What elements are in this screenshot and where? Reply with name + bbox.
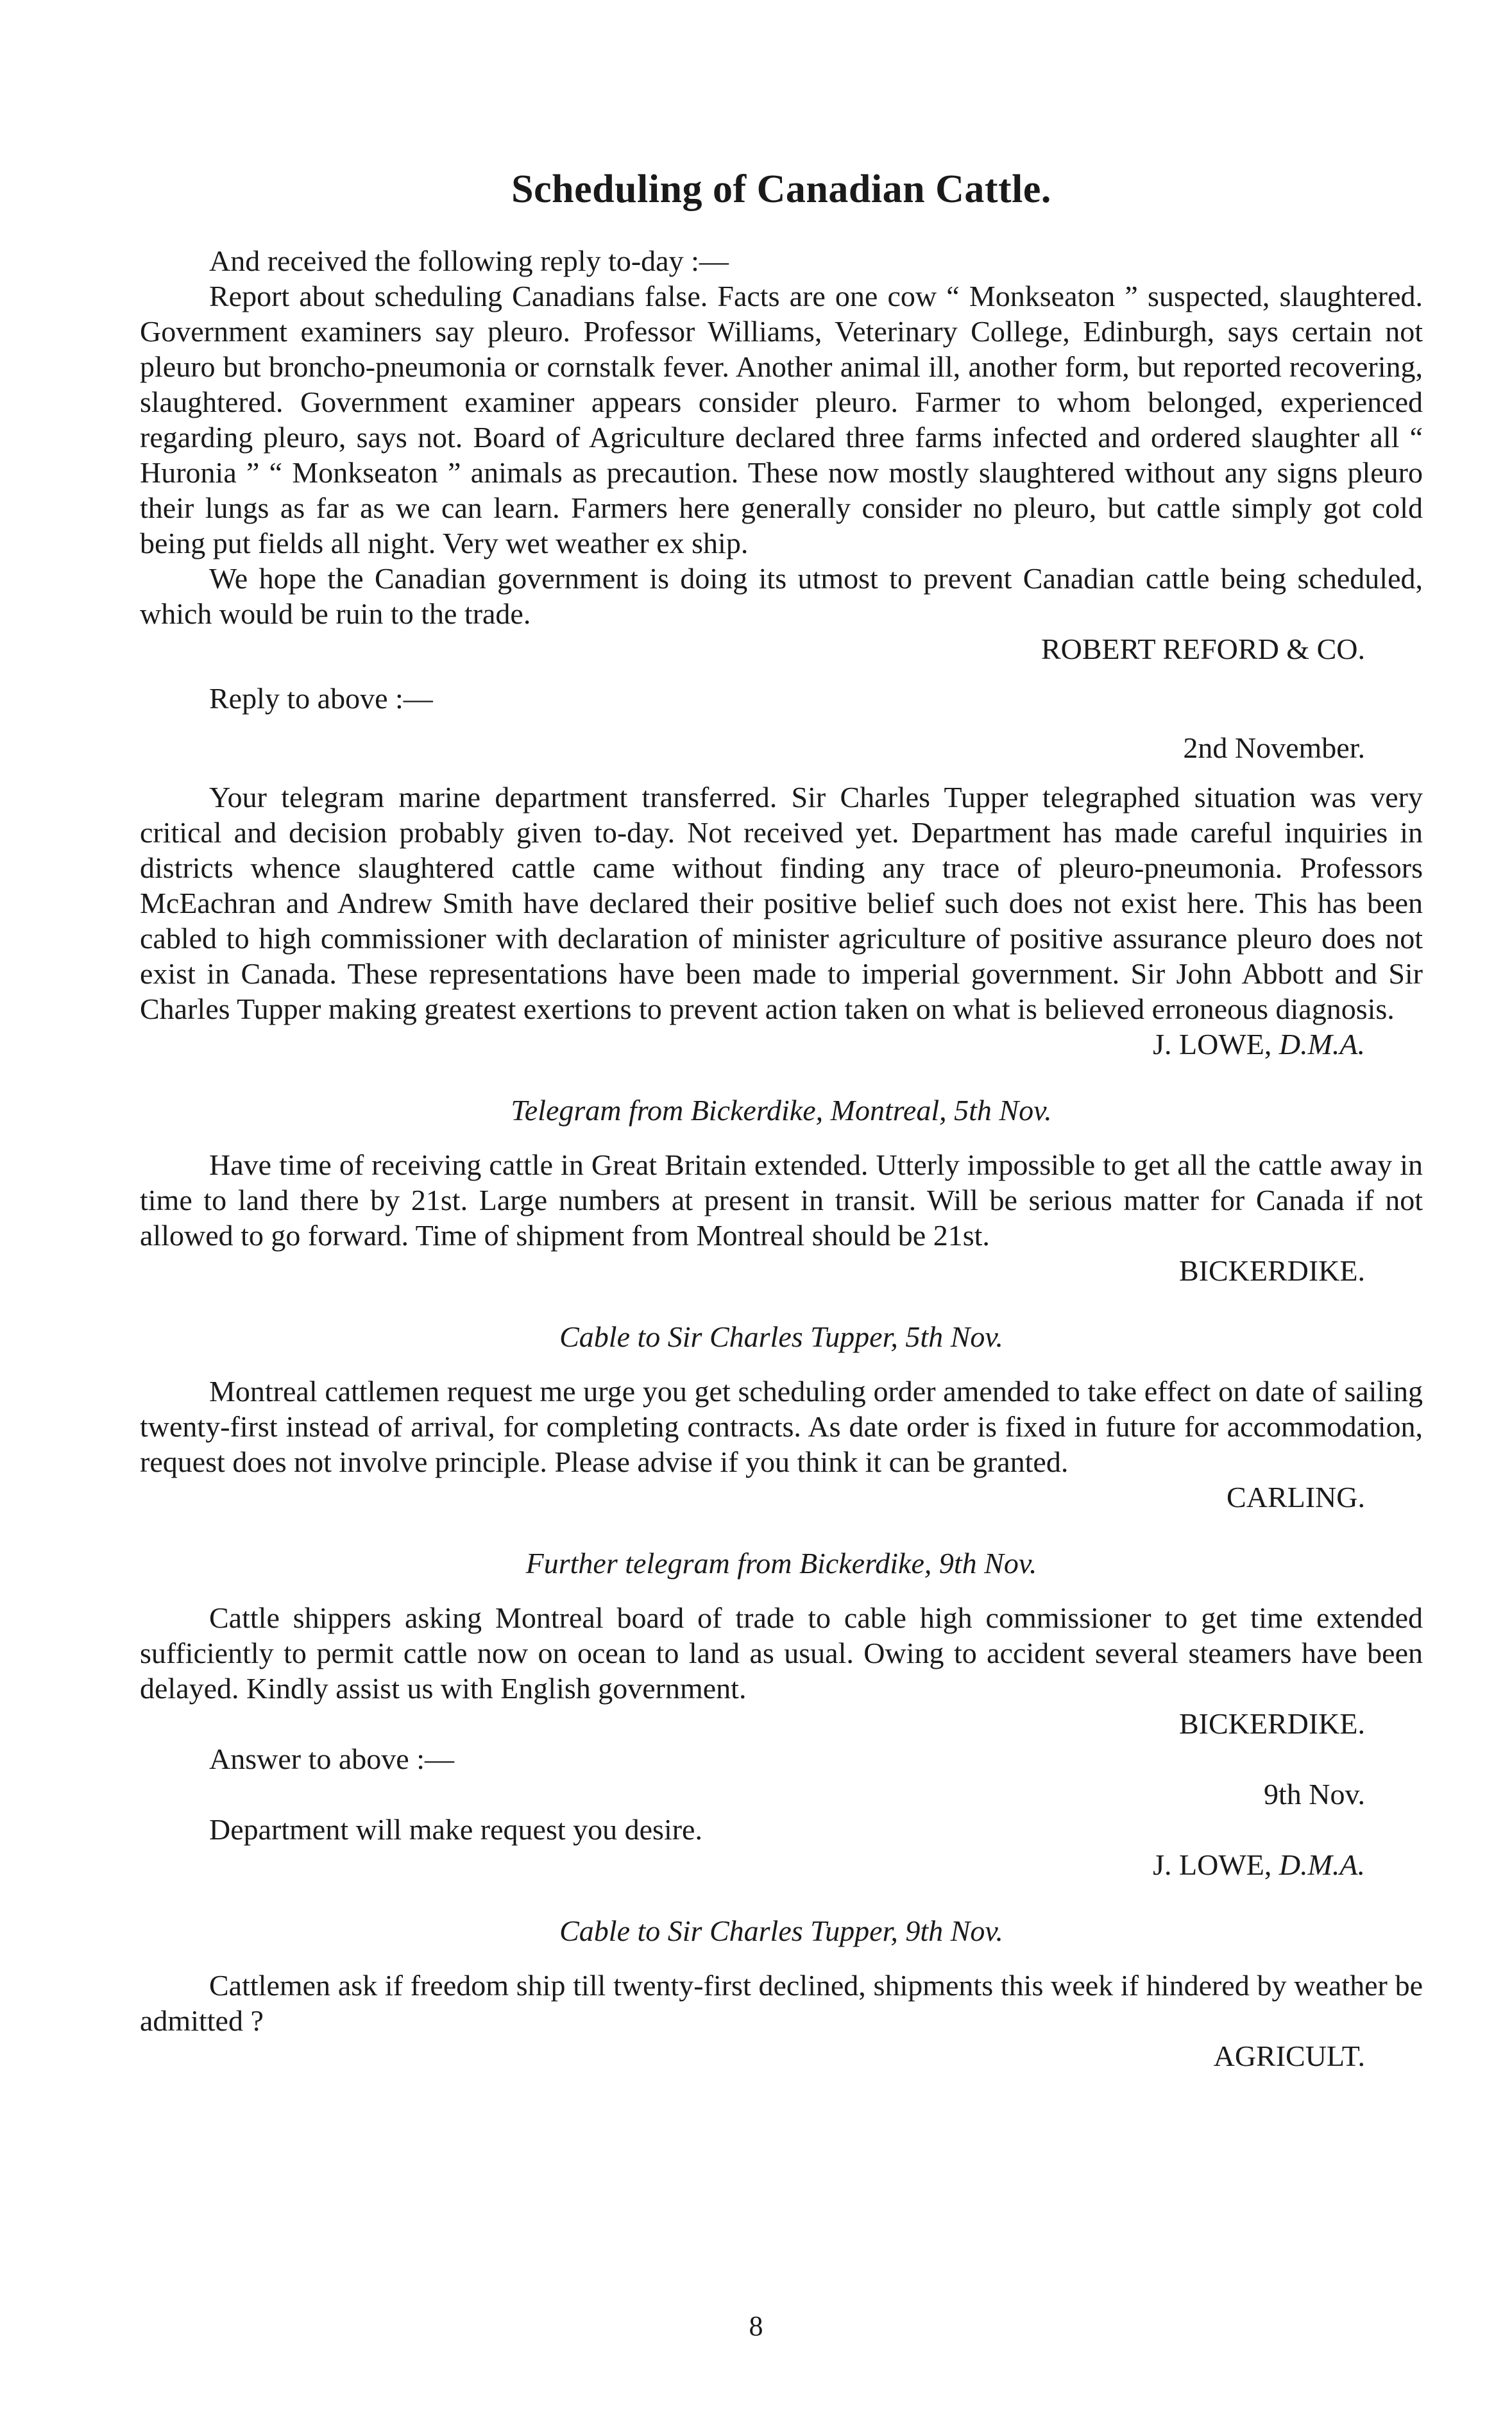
document-page [140,167,1423,2074]
signature-bickerdike-1: BICKERDIKE. [1178,1254,1365,1287]
signature-lowe-2 [140,1847,1423,1882]
signature-carling: CARLING. [1227,1481,1365,1513]
heading-text: Cable to Sir Charles Tupper, [559,1914,898,1947]
heading-text: Cable to Sir Charles Tupper, [559,1320,898,1353]
heading-text: Telegram from Bickerdike, Montreal, [511,1094,947,1127]
heading-date: 9th Nov. [939,1547,1037,1580]
heading-date: 9th Nov. [905,1914,1003,1947]
telegram-bickerdike-body: Have time of receiving cattle in Great Britain extended. Utterly impossible to get all the cattle away in time to land there by 21st. Large numbers at present in transit. Will be serious matter for Canada if not allowed to go forward. Time of shipment from Montreal should be 21st. [140,1148,1423,1252]
heading-date: 5th Nov. [954,1094,1052,1127]
signature-name: J. LOWE, [1153,1028,1272,1061]
answer-body: Department will make request you desire. [209,1813,702,1846]
cable-tupper-body-2: Cattlemen ask if freedom ship till twenty-first declined, shipments this week if hindered by weather be admitted ? [140,1969,1423,2037]
reply-body: Report about scheduling Canadians false. Facts are one cow “ Monkseaton ” suspected, slaughtered. Government examiners say pleuro. Professor Williams, Veterinary College, Edinburgh, says certain not pleuro but broncho-pneumonia or cornstalk fever. Another animal ill, another form, but reported recovering, slaughtered. Government examiner appears consider pleuro. Farmer to whom belonged, experienced regarding pleuro, says not. Board of Agriculture declared three farms infected and ordered slaughter all “ Huronia ” “ Monkseaton ” animals as precaution. These now mostly slaughtered without any signs pleuro their lungs as far as we can learn. Farmers here generally consider no pleuro, but cattle simply got cold being put fields all night. Very wet weather ex ship. [140,280,1423,559]
further-telegram-body: Cattle shippers asking Montreal board of trade to cable high commissioner to get time extended sufficiently to permit cattle now on ocean to land as usual. Owing to accident several steamers have been delayed. Kindly assist us with English government. [140,1601,1423,1705]
telegram-bickerdike-heading [140,1093,1423,1128]
signature-lowe-1 [140,1027,1423,1062]
heading-date: 5th Nov. [905,1320,1003,1353]
reply-above-label: Reply to above :— [209,682,433,715]
signature-name: J. LOWE, [1153,1848,1272,1881]
signature-reford: ROBERT REFORD & CO. [1041,633,1365,665]
reply-above-body: Your telegram marine department transferred. Sir Charles Tupper telegraphed situation was very critical and decision probably given to-day. Not received yet. Department has made careful inquiries in districts whence slaughtered cattle came without finding any trace of pleuro-pneumonia. Professors McEachran and Andrew Smith have declared their positive belief such does not exist here. This has been cabled to high commissioner with declaration of minister agriculture of positive assurance pleuro does not exist in Canada. These representations have been made to imperial government. Sir John Abbott and Sir Charles Tupper making greatest exertions to prevent action taken on what is believed erroneous diagnosis. [140,781,1423,1025]
date-2nd-november: 2nd November. [1183,731,1365,764]
signature-agricult: AGRICULT. [1213,2040,1365,2072]
signature-title: D.M.A. [1278,1848,1365,1881]
signature-title: D.M.A. [1278,1028,1365,1061]
further-telegram-heading [140,1546,1423,1581]
cable-tupper-heading-1 [140,1319,1423,1354]
intro-line: And received the following reply to-day :— [209,244,729,277]
page-number: 8 [749,2310,763,2342]
reply-hope: We hope the Canadian government is doing its utmost to prevent Canadian cattle being scheduled, which would be ruin to the trade. [140,562,1423,630]
page-title: Scheduling of Canadian Cattle. [511,167,1051,211]
signature-bickerdike-2: BICKERDIKE. [1178,1707,1365,1740]
date-9th-nov: 9th Nov. [1263,1778,1365,1811]
heading-text: Further telegram from Bickerdike, [525,1547,932,1580]
answer-label: Answer to above :— [209,1743,454,1775]
cable-tupper-heading-2 [140,1913,1423,1948]
cable-tupper-body-1: Montreal cattlemen request me urge you get scheduling order amended to take effect on date of sailing twenty-first instead of arrival, for completing contracts. As date order is fixed in future for accommodation, request does not involve principle. Please advise if you think it can be granted. [140,1375,1423,1478]
